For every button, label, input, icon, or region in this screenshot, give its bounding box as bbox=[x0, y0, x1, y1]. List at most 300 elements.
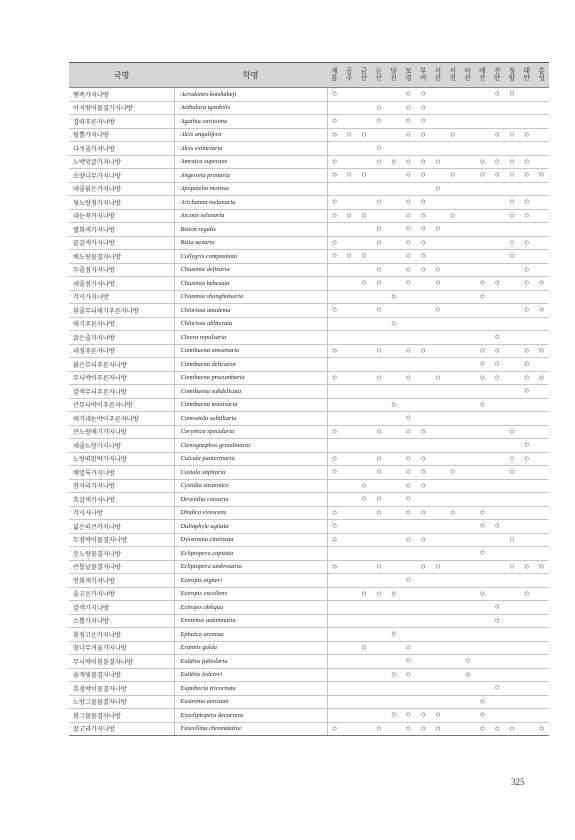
presence-mark: ○ bbox=[460, 655, 475, 669]
header-site bbox=[371, 63, 386, 88]
table-row bbox=[69, 655, 549, 669]
empty-cell bbox=[445, 236, 460, 250]
empty-cell bbox=[490, 263, 505, 277]
empty-cell bbox=[460, 263, 475, 277]
korean-name-cell: 참자리가지나방 bbox=[69, 479, 174, 493]
empty-cell bbox=[342, 101, 357, 115]
empty-cell bbox=[534, 682, 549, 696]
presence-mark: ○ bbox=[505, 128, 520, 142]
empty-cell bbox=[357, 547, 372, 561]
empty-cell bbox=[445, 290, 460, 304]
empty-cell bbox=[431, 628, 446, 642]
empty-cell bbox=[342, 641, 357, 655]
korean-name-cell: 흑갈색가지나방 bbox=[69, 493, 174, 507]
empty-cell bbox=[342, 560, 357, 574]
korean-name-cell: 각시자나방 bbox=[69, 506, 174, 520]
presence-mark: ○ bbox=[357, 479, 372, 493]
korean-name-cell: 소뿔가지나방 bbox=[69, 614, 174, 628]
empty-cell bbox=[431, 425, 446, 439]
header-site bbox=[490, 63, 505, 88]
table-row bbox=[69, 358, 549, 372]
empty-cell bbox=[519, 641, 534, 655]
empty-cell bbox=[357, 263, 372, 277]
empty-cell bbox=[342, 182, 357, 196]
presence-mark: ○ bbox=[386, 709, 401, 723]
presence-mark: ○ bbox=[416, 560, 431, 574]
empty-cell bbox=[519, 142, 534, 156]
empty-cell bbox=[327, 641, 342, 655]
empty-cell bbox=[475, 412, 490, 426]
empty-cell bbox=[475, 209, 490, 223]
presence-mark: ○ bbox=[475, 587, 490, 601]
empty-cell bbox=[431, 466, 446, 480]
header-site-char: 산 bbox=[375, 75, 382, 82]
presence-mark: ○ bbox=[431, 263, 446, 277]
empty-cell bbox=[327, 317, 342, 331]
korean-name-cell: 줄고운가지나방 bbox=[69, 587, 174, 601]
header-site bbox=[431, 63, 446, 88]
table-row bbox=[69, 344, 549, 358]
empty-cell bbox=[327, 574, 342, 588]
korean-name-cell: 잘고리가지나방 bbox=[69, 722, 174, 736]
scientific-name-cell: Erannis golda bbox=[174, 641, 327, 655]
korean-name-cell: 노랑그물물결자나방 bbox=[69, 695, 174, 709]
empty-cell bbox=[490, 304, 505, 318]
empty-cell bbox=[327, 682, 342, 696]
empty-cell bbox=[431, 236, 446, 250]
empty-cell bbox=[357, 304, 372, 318]
empty-cell bbox=[475, 142, 490, 156]
presence-mark: ○ bbox=[475, 709, 490, 723]
header-site-char: 아 bbox=[464, 68, 471, 75]
page-number: 325 bbox=[511, 777, 525, 787]
empty-cell bbox=[505, 628, 520, 642]
empty-cell bbox=[371, 574, 386, 588]
presence-mark: ○ bbox=[401, 493, 416, 507]
empty-cell bbox=[475, 493, 490, 507]
presence-mark: ○ bbox=[371, 223, 386, 237]
empty-cell bbox=[490, 115, 505, 129]
empty-cell bbox=[460, 425, 475, 439]
presence-mark: ○ bbox=[371, 277, 386, 291]
empty-cell bbox=[342, 614, 357, 628]
empty-cell bbox=[460, 722, 475, 736]
empty-cell bbox=[401, 614, 416, 628]
empty-cell bbox=[534, 223, 549, 237]
presence-mark: ○ bbox=[490, 722, 505, 736]
empty-cell bbox=[505, 601, 520, 615]
header-site bbox=[505, 63, 520, 88]
empty-cell bbox=[505, 317, 520, 331]
empty-cell bbox=[342, 412, 357, 426]
presence-mark: ○ bbox=[505, 533, 520, 547]
empty-cell bbox=[371, 695, 386, 709]
empty-cell bbox=[416, 304, 431, 318]
presence-mark: ○ bbox=[475, 277, 490, 291]
empty-cell bbox=[505, 142, 520, 156]
empty-cell bbox=[460, 506, 475, 520]
empty-cell bbox=[431, 128, 446, 142]
presence-mark: ○ bbox=[490, 331, 505, 345]
presence-mark: ○ bbox=[416, 506, 431, 520]
scientific-name-cell: Alcis angulifera bbox=[174, 128, 327, 142]
presence-mark: ○ bbox=[357, 250, 372, 264]
korean-name-cell: 붉은무늬푸른자나방 bbox=[69, 358, 174, 372]
presence-mark: ○ bbox=[416, 263, 431, 277]
empty-cell bbox=[371, 169, 386, 183]
empty-cell bbox=[357, 290, 372, 304]
empty-cell bbox=[327, 223, 342, 237]
empty-cell bbox=[505, 479, 520, 493]
empty-cell bbox=[371, 209, 386, 223]
header-site-char: 당 bbox=[390, 68, 397, 75]
header-scientific-name: 학명 bbox=[174, 63, 327, 88]
korean-name-cell: 흰점고운가지나방 bbox=[69, 628, 174, 642]
scientific-name-cell: Eulithis fabiolaria bbox=[174, 655, 327, 669]
table-row bbox=[69, 641, 549, 655]
empty-cell bbox=[431, 479, 446, 493]
presence-mark: ○ bbox=[460, 668, 475, 682]
empty-cell bbox=[416, 439, 431, 453]
presence-mark: ○ bbox=[416, 466, 431, 480]
scientific-name-cell: Ascotis selenaria bbox=[174, 209, 327, 223]
empty-cell bbox=[327, 479, 342, 493]
empty-cell bbox=[431, 682, 446, 696]
presence-mark: ○ bbox=[327, 371, 342, 385]
empty-cell bbox=[490, 196, 505, 210]
scientific-name-cell: Ectropis aigneri bbox=[174, 574, 327, 588]
empty-cell bbox=[460, 493, 475, 507]
empty-cell bbox=[505, 304, 520, 318]
header-site-char: 예 bbox=[479, 68, 486, 75]
scientific-name-cell: Chiasmia defixaria bbox=[174, 263, 327, 277]
presence-mark: ○ bbox=[505, 236, 520, 250]
empty-cell bbox=[460, 115, 475, 129]
empty-cell bbox=[534, 209, 549, 223]
empty-cell bbox=[505, 587, 520, 601]
empty-cell bbox=[342, 371, 357, 385]
presence-mark: ○ bbox=[490, 344, 505, 358]
empty-cell bbox=[505, 655, 520, 669]
presence-mark: ○ bbox=[416, 722, 431, 736]
empty-cell bbox=[386, 250, 401, 264]
empty-cell bbox=[534, 412, 549, 426]
presence-mark: ○ bbox=[371, 493, 386, 507]
scientific-name-cell: Ctenognophos grandinaria bbox=[174, 439, 327, 453]
empty-cell bbox=[490, 560, 505, 574]
empty-cell bbox=[386, 439, 401, 453]
empty-cell bbox=[342, 452, 357, 466]
empty-cell bbox=[416, 520, 431, 534]
scientific-name-cell: Cusiala stipitaria bbox=[174, 466, 327, 480]
empty-cell bbox=[416, 601, 431, 615]
scientific-name-cell: Callygris compositata bbox=[174, 250, 327, 264]
presence-mark: ○ bbox=[519, 304, 534, 318]
empty-cell bbox=[475, 88, 490, 102]
korean-name-cell: 굵은줄가지나방 bbox=[69, 331, 174, 345]
empty-cell bbox=[445, 587, 460, 601]
table-row bbox=[69, 371, 549, 385]
empty-cell bbox=[431, 614, 446, 628]
empty-cell bbox=[416, 371, 431, 385]
empty-cell bbox=[342, 668, 357, 682]
presence-mark: ○ bbox=[357, 641, 372, 655]
empty-cell bbox=[431, 317, 446, 331]
presence-mark: ○ bbox=[490, 169, 505, 183]
empty-cell bbox=[534, 452, 549, 466]
empty-cell bbox=[445, 182, 460, 196]
empty-cell bbox=[357, 331, 372, 345]
empty-cell bbox=[342, 398, 357, 412]
empty-cell bbox=[327, 439, 342, 453]
empty-cell bbox=[386, 493, 401, 507]
empty-cell bbox=[519, 520, 534, 534]
presence-mark: ○ bbox=[371, 722, 386, 736]
presence-mark: ○ bbox=[519, 277, 534, 291]
table-row bbox=[69, 331, 549, 345]
header-site-char: 령 bbox=[405, 75, 412, 82]
korean-name-cell: 큰톱날물결자나방 bbox=[69, 560, 174, 574]
presence-mark: ○ bbox=[431, 223, 446, 237]
empty-cell bbox=[534, 641, 549, 655]
empty-cell bbox=[505, 277, 520, 291]
empty-cell bbox=[416, 358, 431, 372]
empty-cell bbox=[534, 574, 549, 588]
presence-mark: ○ bbox=[431, 155, 446, 169]
table-row bbox=[69, 398, 549, 412]
presence-mark: ○ bbox=[416, 101, 431, 115]
header-site bbox=[460, 63, 475, 88]
empty-cell bbox=[357, 682, 372, 696]
header-site-char: 산 bbox=[434, 75, 442, 82]
empty-cell bbox=[534, 425, 549, 439]
empty-cell bbox=[460, 587, 475, 601]
empty-cell bbox=[460, 209, 475, 223]
empty-cell bbox=[371, 641, 386, 655]
empty-cell bbox=[490, 101, 505, 115]
header-korean-name: 국명 bbox=[69, 63, 174, 88]
empty-cell bbox=[342, 223, 357, 237]
scientific-name-cell: Acrodontis kotshubeji bbox=[174, 88, 327, 102]
empty-cell bbox=[445, 641, 460, 655]
presence-mark: ○ bbox=[327, 304, 342, 318]
empty-cell bbox=[475, 223, 490, 237]
empty-cell bbox=[386, 331, 401, 345]
empty-cell bbox=[357, 722, 372, 736]
presence-mark: ○ bbox=[357, 169, 372, 183]
presence-mark: ○ bbox=[445, 466, 460, 480]
empty-cell bbox=[371, 412, 386, 426]
empty-cell bbox=[386, 506, 401, 520]
empty-cell bbox=[386, 574, 401, 588]
presence-mark: ○ bbox=[327, 115, 342, 129]
scientific-name-cell: Corymica specularia bbox=[174, 425, 327, 439]
table-row bbox=[69, 101, 549, 115]
empty-cell bbox=[357, 601, 372, 615]
empty-cell bbox=[505, 290, 520, 304]
table-row bbox=[69, 695, 549, 709]
empty-cell bbox=[342, 547, 357, 561]
empty-cell bbox=[357, 628, 372, 642]
table-row bbox=[69, 317, 549, 331]
empty-cell bbox=[357, 371, 372, 385]
header-site bbox=[357, 63, 372, 88]
table-row bbox=[69, 614, 549, 628]
empty-cell bbox=[431, 533, 446, 547]
empty-cell bbox=[357, 155, 372, 169]
empty-cell bbox=[534, 695, 549, 709]
empty-cell bbox=[475, 479, 490, 493]
presence-mark: ○ bbox=[401, 88, 416, 102]
korean-name-cell: 큰무늬박이푸른자나방 bbox=[69, 398, 174, 412]
empty-cell bbox=[460, 290, 475, 304]
empty-cell bbox=[416, 182, 431, 196]
empty-cell bbox=[342, 385, 357, 399]
presence-mark: ○ bbox=[490, 128, 505, 142]
presence-mark: ○ bbox=[401, 722, 416, 736]
empty-cell bbox=[357, 142, 372, 156]
empty-cell bbox=[445, 385, 460, 399]
empty-cell bbox=[431, 493, 446, 507]
empty-cell bbox=[327, 331, 342, 345]
empty-cell bbox=[431, 290, 446, 304]
empty-cell bbox=[519, 682, 534, 696]
header-site-char: 주 bbox=[346, 75, 353, 82]
presence-mark: ○ bbox=[357, 493, 372, 507]
table-row bbox=[69, 385, 549, 399]
empty-cell bbox=[357, 223, 372, 237]
empty-cell bbox=[386, 344, 401, 358]
presence-mark: ○ bbox=[519, 560, 534, 574]
empty-cell bbox=[519, 547, 534, 561]
empty-cell bbox=[342, 358, 357, 372]
empty-cell bbox=[475, 331, 490, 345]
korean-name-cell: 각시가지나방 bbox=[69, 290, 174, 304]
empty-cell bbox=[327, 628, 342, 642]
empty-cell bbox=[519, 290, 534, 304]
empty-cell bbox=[357, 101, 372, 115]
empty-cell bbox=[342, 344, 357, 358]
presence-mark: ○ bbox=[371, 155, 386, 169]
empty-cell bbox=[371, 88, 386, 102]
empty-cell bbox=[445, 668, 460, 682]
presence-mark: ○ bbox=[416, 533, 431, 547]
korean-name-cell: 흑점박이물결자나방 bbox=[69, 682, 174, 696]
korean-name-cell: 애기네눈박이푸른자나방 bbox=[69, 412, 174, 426]
header-site-char: 논 bbox=[375, 68, 382, 75]
korean-name-cell: 무늬박이흰물결자나방 bbox=[69, 655, 174, 669]
table-row bbox=[69, 196, 549, 210]
presence-mark: ○ bbox=[327, 169, 342, 183]
empty-cell bbox=[534, 358, 549, 372]
korean-name-cell: 뒷노랑점가지나방 bbox=[69, 196, 174, 210]
empty-cell bbox=[431, 209, 446, 223]
empty-cell bbox=[445, 317, 460, 331]
scientific-name-cell: Ecliptopera umbrosaria bbox=[174, 560, 327, 574]
empty-cell bbox=[431, 358, 446, 372]
presence-mark: ○ bbox=[371, 452, 386, 466]
empty-cell bbox=[534, 128, 549, 142]
empty-cell bbox=[505, 331, 520, 345]
presence-mark: ○ bbox=[401, 655, 416, 669]
empty-cell bbox=[386, 655, 401, 669]
presence-mark: ○ bbox=[519, 439, 534, 453]
presence-mark: ○ bbox=[431, 722, 446, 736]
empty-cell bbox=[386, 88, 401, 102]
empty-cell bbox=[505, 385, 520, 399]
empty-cell bbox=[386, 601, 401, 615]
empty-cell bbox=[416, 331, 431, 345]
empty-cell bbox=[386, 466, 401, 480]
presence-mark: ○ bbox=[386, 628, 401, 642]
scientific-name-cell: Ectropis excellens bbox=[174, 587, 327, 601]
table-row bbox=[69, 628, 549, 642]
presence-mark: ○ bbox=[416, 115, 431, 129]
scientific-name-cell: Eustroma aerosum bbox=[174, 695, 327, 709]
presence-mark: ○ bbox=[475, 169, 490, 183]
table-row bbox=[69, 479, 549, 493]
empty-cell bbox=[505, 223, 520, 237]
presence-mark: ○ bbox=[342, 209, 357, 223]
table-row bbox=[69, 452, 549, 466]
empty-cell bbox=[490, 533, 505, 547]
empty-cell bbox=[445, 196, 460, 210]
presence-mark: ○ bbox=[371, 344, 386, 358]
presence-mark: ○ bbox=[490, 371, 505, 385]
empty-cell bbox=[342, 88, 357, 102]
empty-cell bbox=[386, 236, 401, 250]
empty-cell bbox=[490, 209, 505, 223]
table-row bbox=[69, 466, 549, 480]
empty-cell bbox=[416, 614, 431, 628]
empty-cell bbox=[534, 182, 549, 196]
presence-mark: ○ bbox=[401, 101, 416, 115]
presence-mark: ○ bbox=[445, 506, 460, 520]
presence-mark: ○ bbox=[416, 709, 431, 723]
empty-cell bbox=[519, 506, 534, 520]
presence-mark: ○ bbox=[431, 371, 446, 385]
empty-cell bbox=[445, 614, 460, 628]
empty-cell bbox=[505, 398, 520, 412]
presence-mark: ○ bbox=[371, 466, 386, 480]
korean-name-cell: 별회색가지나방 bbox=[69, 223, 174, 237]
empty-cell bbox=[505, 506, 520, 520]
empty-cell bbox=[401, 560, 416, 574]
empty-cell bbox=[475, 682, 490, 696]
korean-name-cell: 무늬박이푸른자나방 bbox=[69, 371, 174, 385]
presence-mark: ○ bbox=[371, 371, 386, 385]
empty-cell bbox=[460, 155, 475, 169]
empty-cell bbox=[357, 709, 372, 723]
empty-cell bbox=[342, 695, 357, 709]
korean-name-cell: 흰줄무늬애기푸른자나방 bbox=[69, 304, 174, 318]
presence-mark: ○ bbox=[371, 506, 386, 520]
header-site-char: 룡 bbox=[331, 75, 338, 82]
empty-cell bbox=[475, 317, 490, 331]
presence-mark: ○ bbox=[490, 358, 505, 372]
presence-mark: ○ bbox=[519, 169, 534, 183]
korean-name-cell: 네줄붉은가지나방 bbox=[69, 182, 174, 196]
empty-cell bbox=[460, 371, 475, 385]
header-site-char: 서 bbox=[449, 68, 456, 75]
empty-cell bbox=[445, 412, 460, 426]
empty-cell bbox=[490, 250, 505, 264]
empty-cell bbox=[371, 385, 386, 399]
empty-cell bbox=[505, 412, 520, 426]
presence-mark: ○ bbox=[401, 641, 416, 655]
empty-cell bbox=[416, 290, 431, 304]
empty-cell bbox=[342, 722, 357, 736]
